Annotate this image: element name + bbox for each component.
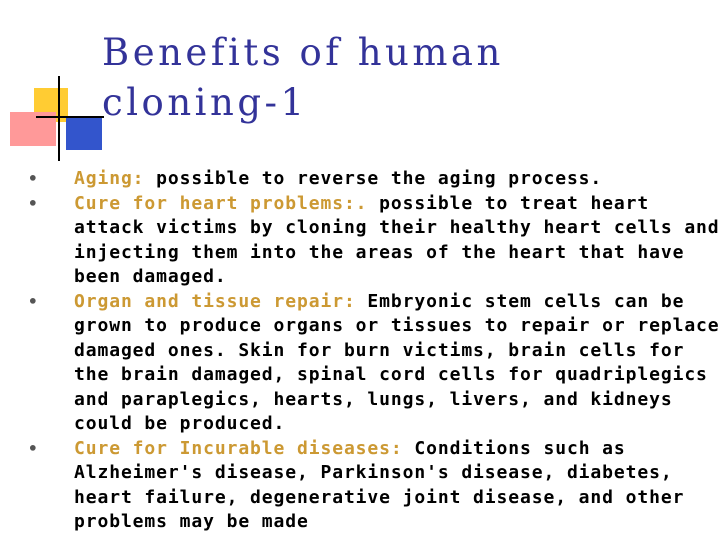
- bullet-item-heart: [28, 192, 720, 290]
- bullet-keyword: Organ and tissue repair:: [74, 290, 356, 312]
- decor-horizontal-line: [36, 116, 104, 118]
- bullet-text: Conditions such as Alzheimer's disease, Parkinson's disease, diabetes, heart failure, degenerative joint disease, and other problems may be made: [74, 437, 685, 532]
- bullet-keyword: Cure for Incurable diseases:: [74, 437, 403, 459]
- bullet-keyword: Aging:: [74, 168, 145, 189]
- slide-title: [102, 28, 504, 128]
- bullet-text: possible to reverse the aging process.: [144, 168, 603, 189]
- bullet-item-incurable-diseases: [28, 437, 720, 535]
- bullet-item-organ-repair: [28, 290, 720, 437]
- bullet-marker: •: [28, 169, 39, 188]
- bullet-marker: •: [28, 193, 39, 213]
- bullet-text: Embryonic stem cells can be grown to produce organs or tissues to repair or replace damaged ones. Skin for burn victims, brain cells for the brain damaged, spinal cord cells for quadriplegics and paraplegics, hearts, lungs, livers, and kidneys could be produced.: [74, 290, 720, 434]
- slide-title-line-2: cloning-1: [102, 81, 308, 124]
- bullet-keyword: Cure for heart problems:.: [74, 192, 368, 214]
- bullet-marker: •: [28, 291, 39, 311]
- bullet-list: [28, 167, 720, 535]
- slide-title-line-1: Benefits of human: [102, 31, 504, 74]
- bullet-item-aging: [28, 167, 720, 192]
- bullet-marker: •: [28, 438, 39, 458]
- decor-blue-square: [66, 116, 102, 150]
- bullet-text: possible to treat heart attack victims by cloning their healthy heart cells and injecting them into the areas of the heart that have been damaged.: [74, 192, 720, 287]
- decor-vertical-line: [58, 76, 60, 161]
